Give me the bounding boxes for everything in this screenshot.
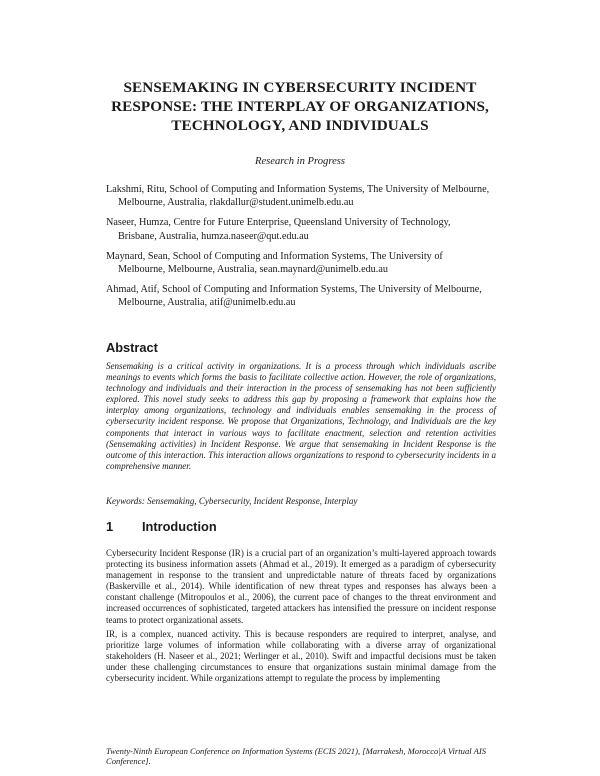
author-entry <box>106 283 506 309</box>
author-line: Maynard, Sean, School of Computing and Information Systems, The University of <box>106 250 443 262</box>
abstract-heading: Abstract <box>106 340 158 355</box>
title-line: RESPONSE: THE INTERPLAY OF ORGANIZATIONS, <box>111 98 489 115</box>
author-list <box>106 183 506 317</box>
conference-footer: Twenty-Ninth European Conference on Information Systems (ECIS 2021), [Marrakesh, Morocco|A Virtual AIS Conference]. <box>106 746 487 767</box>
paper-title <box>80 78 520 135</box>
author-entry <box>106 250 506 276</box>
author-entry <box>106 183 506 209</box>
body-paragraph: IR, is a complex, nuanced activity. This is because responders are required to interpret, analyse, and prioritize large volumes of information while collaborating with a diverse array of organizational stakeholders (H. Naseer et al., 2021; Werlinger et al., 2010). Swift and impactful decisions must be taken under these challenging circumstances to ensure that organizations sustain minimal damage from the cybersecurity incident. While organizations attempt to regulate the process by implementing <box>106 629 496 684</box>
abstract-text: Sensemaking is a critical activity in organizations. It is a process through which individuals ascribe meanings to events which forms the basis to facilitate collective action. However, the role of organizations, technology and individuals and their interaction in the process of sensemaking has not been sufficiently explored. This novel study seeks to address this gap by proposing a framework that explains how the interplay among organizations, technology and individuals enables sensemaking in the process of cybersecurity incident response. We propose that Organizations, Technology, and Individuals are the key components that interact in various ways to facilitate enactment, selection and retention activities (Sensemaking activities) in Incident Response. We argue that sensemaking in Incident Response is the outcome of this interaction. This interaction allows organizations to respond to cybersecurity incidents in a comprehensive manner. <box>106 361 496 471</box>
author-entry <box>106 216 506 242</box>
section-number: 1 <box>106 519 114 534</box>
author-line: Naseer, Humza, Centre for Future Enterprise, Queensland University of Technology, <box>106 217 451 229</box>
body-paragraph: Cybersecurity Incident Response (IR) is a crucial part of an organization’s multi-layered approach towards protecting its business information assets (Ahmad et al., 2019). It emerged as a paradigm of cybersecurity management in response to the transient and unpredictable nature of threats faced by organizations (Baskerville et al., 2014). While identification of new threat types and responses has always been a constant challenge (Mitropoulos et al., 2006), the current pace of changes to the threat environment and increased occurrences of sophisticated, targeted attackers has intensified the pressure on incident response teams to protect organizational assets. <box>106 548 496 625</box>
section-heading <box>106 519 217 534</box>
title-line: SENSEMAKING IN CYBERSECURITY INCIDENT <box>123 79 477 96</box>
section-title: Introduction <box>142 519 217 534</box>
author-line: Ahmad, Atif, School of Computing and Information Systems, The University of Melbourne, <box>106 284 482 296</box>
author-line: Melbourne, Melbourne, Australia, sean.maynard@unimelb.edu.au <box>118 264 388 276</box>
paper-subtitle: Research in Progress <box>254 156 346 167</box>
keywords: Keywords: Sensemaking, Cybersecurity, Incident Response, Interplay <box>106 496 358 506</box>
author-line: Lakshmi, Ritu, School of Computing and Information Systems, The University of Melbourne, <box>106 184 490 195</box>
author-line: Melbourne, Australia, atif@unimelb.edu.au <box>118 297 296 309</box>
title-line: TECHNOLOGY, AND INDIVIDUALS <box>171 117 429 134</box>
author-line: Brisbane, Australia, humza.naseer@qut.edu.au <box>118 230 309 242</box>
author-line: Melbourne, Australia, rlakdallur@student.unimelb.edu.au <box>118 197 354 209</box>
